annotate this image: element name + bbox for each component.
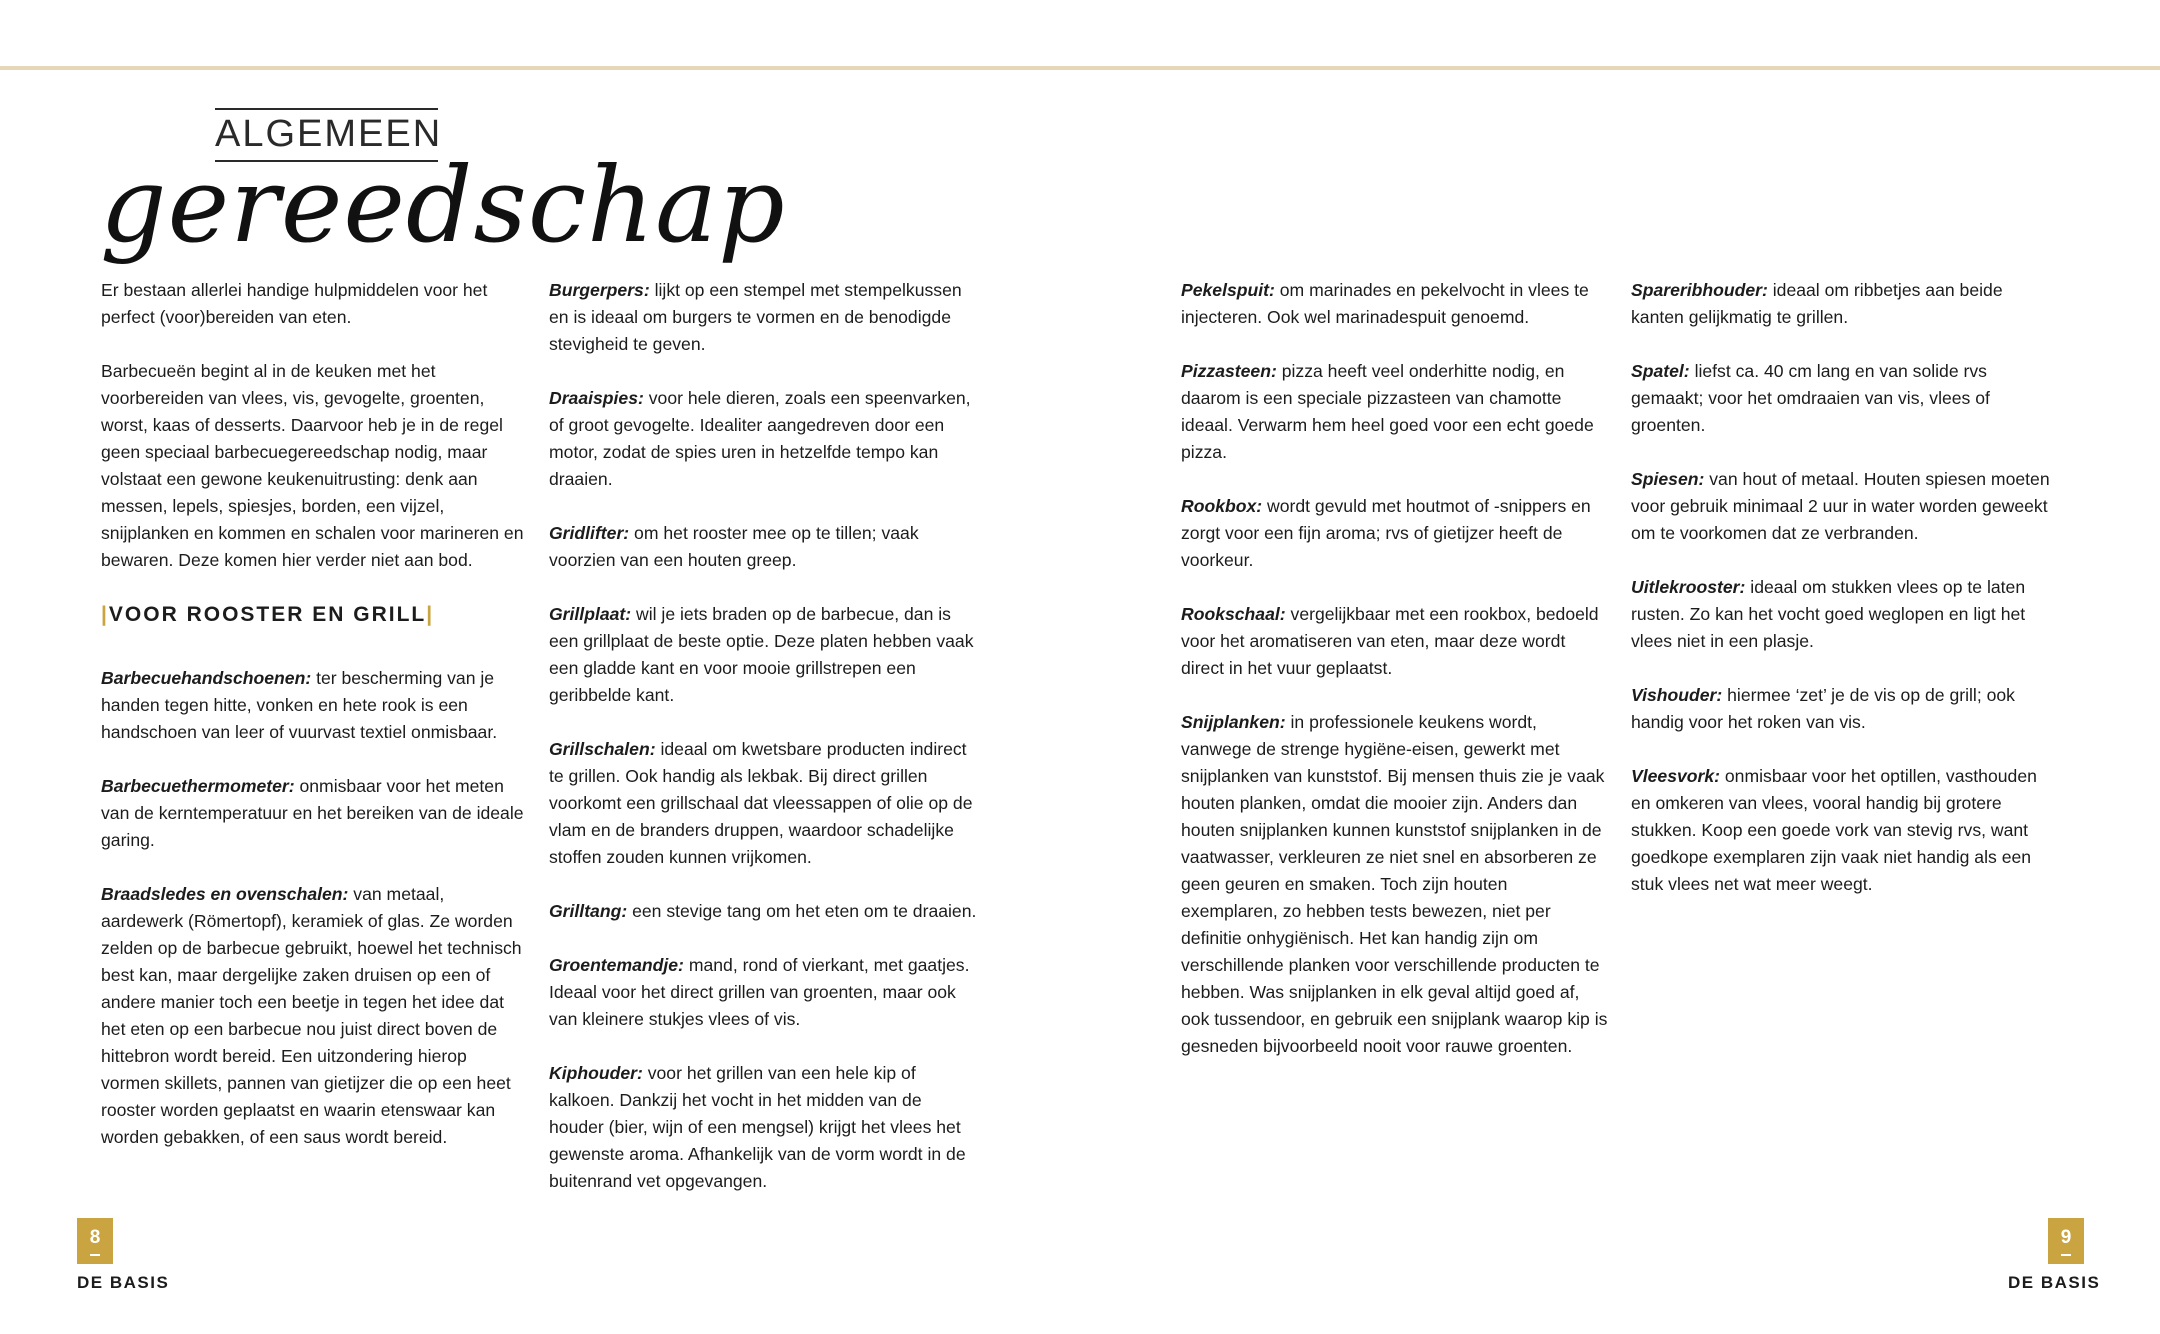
entry-term: Groentemandje:: [549, 955, 684, 975]
glossary-entry: [1181, 358, 1609, 466]
glossary-entry: [1631, 574, 2059, 655]
glossary-entry: [549, 898, 977, 925]
glossary-entry: [1631, 358, 2059, 439]
entry-term: Grilltang:: [549, 901, 628, 921]
entry-term: Uitlekrooster:: [1631, 577, 1746, 597]
entry-text: een stevige tang om het eten om te draaien.: [632, 901, 977, 921]
entry-text: voor het grillen van een hele kip of kalkoen. Dankzij het vocht in het midden van de houder (bier, wijn of een mengsel) krijgt het vlees het gewenste aroma. Afhankelijk van de vorm wordt in de buitenrand vet opgevangen.: [549, 1063, 966, 1191]
entry-text: om het rooster mee op te tillen; vaak voorzien van een houten greep.: [549, 523, 919, 570]
heading-bar-right: |: [426, 603, 435, 626]
glossary-entry: [1631, 466, 2059, 547]
entry-text: vergelijkbaar met een rookbox, bedoeld voor het aromatiseren van eten, maar deze wordt direct in het vuur geplaatst.: [1181, 604, 1599, 678]
entry-text: ter bescherming van je handen tegen hitte, vonken en hete rook is een handschoen van leer of vuurvast textiel onmisbaar.: [101, 668, 498, 742]
entry-term: Pizzasteen:: [1181, 361, 1277, 381]
right-column-1: [1181, 277, 1609, 1087]
left-column-2: [549, 277, 977, 1222]
entry-text: om marinades en pekelvocht in vlees te injecteren. Ook wel marinadespuit genoemd.: [1181, 280, 1589, 327]
glossary-entry: [1181, 709, 1609, 1060]
entry-text: in professionele keukens wordt, vanwege de strenge hygiëne-eisen, gewerkt met snijplanken van kunststof. Bij mensen thuis zie je vaak houten planken, omdat die mooier zijn. Anders dan houten snijplanken kunnen kunststof snijplanken in de vaatwasser, verkleuren ze niet snel en absorberen ze geen geuren en smaken. Toch zijn houten exemplaren, zo hebben tests bewezen, niet per definitie onhygiënisch. Het kan handig zijn om verschillende planken voor verschillende producten te hebben. Was snijplanken in elk geval altijd goed af, ook tussendoor, en gebruik een snijplank waarop kip is gesneden bijvoorbeeld nooit voor rauwe groenten.: [1181, 712, 1608, 1056]
footer-label-right: DE BASIS: [2008, 1273, 2101, 1292]
entry-text: wordt gevuld met houtmot of -snippers en zorgt voor een fijn aroma; rvs of gietijzer heeft de voorkeur.: [1181, 496, 1591, 570]
glossary-entry: [549, 1060, 977, 1195]
entry-term: Draaispies:: [549, 388, 644, 408]
glossary-entry: [1181, 493, 1609, 574]
entry-term: Spatel:: [1631, 361, 1690, 381]
intro-paragraph: Barbecueën begint al in de keuken met het voorbereiden van vlees, vis, gevogelte, groenten, worst, kaas of desserts. Daarvoor heb je in de regel geen speciaal barbecuegereedschap nodig, maar volstaat een gewone keukenuitrusting: denk aan messen, lepels, spiesjes, borden, een vijzel, snijplanken en kommen en schalen voor marineren en bewaren. Deze komen hier verder niet aan bod.: [101, 361, 524, 570]
entry-text: mand, rond of vierkant, met gaatjes. Ideaal voor het direct grillen van groenten, maar ook van kleinere stukjes vlees of vis.: [549, 955, 970, 1029]
entry-term: Rookschaal:: [1181, 604, 1286, 624]
glossary-entry: [549, 277, 977, 358]
entry-term: Snijplanken:: [1181, 712, 1286, 732]
entry-term: Gridlifter:: [549, 523, 630, 543]
intro-paragraph: Er bestaan allerlei handige hulpmiddelen voor het perfect (voor)bereiden van eten.: [101, 280, 488, 327]
glossary-entry: [1181, 277, 1609, 331]
entry-term: Barbecuethermometer:: [101, 776, 295, 796]
entry-term: Vleesvork:: [1631, 766, 1720, 786]
entry-term: Grillschalen:: [549, 739, 656, 759]
entry-text: van metaal, aardewerk (Römertopf), keramiek of glas. Ze worden zelden op de barbecue gebruikt, hoewel het technisch best kan, maar dergelijke zaken druisen op een of andere manier toch een beetje in tegen het idee dat het eten op een barbecue nou juist direct boven de hittebron wordt bereid. Een uitzondering hierop vormen skillets, pannen van gietijzer die op een heet rooster worden geplaatst en waarin etenswaar kan worden gebakken, of een saus wordt bereid.: [101, 884, 522, 1147]
entry-text: pizza heeft veel onderhitte nodig, en daarom is een speciale pizzasteen van chamotte ideaal. Verwarm hem heel goed voor een echt goede pizza.: [1181, 361, 1594, 462]
entry-text: onmisbaar voor het optillen, vasthouden en omkeren van vlees, vooral handig bij grotere stukken. Koop een goede vork van stevig rvs, want goedkope exemplaren zijn vaak niet handig als een stuk vlees net wat meer weegt.: [1631, 766, 2037, 894]
entry-text: hiermee ‘zet’ je de vis op de grill; ook handig voor het roken van vis.: [1631, 685, 2015, 732]
glossary-entry: [1631, 763, 2059, 898]
entry-text: van hout of metaal. Houten spiesen moeten voor gebruik minimaal 2 uur in water worden geweekt om te voorkomen dat ze verbranden.: [1631, 469, 2050, 543]
glossary-entry: [549, 385, 977, 493]
entry-text: lijkt op een stempel met stempelkussen en is ideaal om burgers te vormen en de benodigde stevigheid te geven.: [549, 280, 962, 354]
glossary-entry: [549, 520, 977, 574]
entry-term: Grillplaat:: [549, 604, 632, 624]
entry-text: ideaal om ribbetjes aan beide kanten gelijkmatig te grillen.: [1631, 280, 2003, 327]
entry-term: Burgerpers:: [549, 280, 650, 300]
page-title: gereedschap: [100, 144, 786, 266]
entry-text: wil je iets braden op de barbecue, dan is een grillplaat de beste optie. Deze platen hebben vaak een gladde kant en voor mooie grillstrepen een geribbelde kant.: [549, 604, 974, 705]
entry-term: Barbecuehandschoenen:: [101, 668, 312, 688]
page-number-right: 9: [2048, 1218, 2084, 1264]
entry-text: liefst ca. 40 cm lang en van solide rvs gemaakt; voor het omdraaien van vis, vlees of groenten.: [1631, 361, 1990, 435]
glossary-entry: [549, 952, 977, 1033]
section-heading-text: VOOR ROOSTER EN GRILL: [108, 603, 427, 626]
top-decorative-rule: [0, 66, 2160, 70]
glossary-entry: [101, 665, 529, 746]
entry-text: ideaal om stukken vlees op te laten rusten. Zo kan het vocht goed weglopen en ligt het vlees niet in een plasje.: [1631, 577, 2026, 651]
glossary-entry: [1631, 682, 2059, 736]
section-kicker: ALGEMEEN: [215, 108, 438, 162]
entry-text: voor hele dieren, zoals een speenvarken, of groot gevogelte. Idealiter aangedreven door een motor, zodat de spies uren in hetzelfde tempo kan draaien.: [549, 388, 971, 489]
footer-label-left: DE BASIS: [77, 1273, 170, 1292]
glossary-entry: [101, 881, 529, 1151]
entry-term: Spareribhouder:: [1631, 280, 1768, 300]
section-heading: [101, 601, 529, 629]
entry-term: Rookbox:: [1181, 496, 1263, 516]
glossary-entry: [101, 773, 529, 854]
glossary-entry: [1181, 601, 1609, 682]
entry-text: onmisbaar voor het meten van de kerntemperatuur en het bereiken van de ideale garing.: [101, 776, 524, 850]
entry-term: Kiphouder:: [549, 1063, 643, 1083]
glossary-entry: [549, 601, 977, 709]
heading-bar-left: |: [101, 603, 109, 626]
right-column-2: [1631, 277, 2059, 925]
entry-term: Spiesen:: [1631, 469, 1705, 489]
entry-term: Pekelspuit:: [1181, 280, 1275, 300]
entry-term: Vishouder:: [1631, 685, 1723, 705]
left-column-1: [101, 277, 529, 1178]
page-number-left: 8: [77, 1218, 113, 1264]
glossary-entry: [1631, 277, 2059, 331]
glossary-entry: [549, 736, 977, 871]
entry-text: ideaal om kwetsbare producten indirect te grillen. Ook handig als lekbak. Bij direct grillen voorkomt een grillschaal dat vleessappen of olie op de vlam en de branders druppen, waardoor schadelijke stoffen zouden kunnen vrijkomen.: [549, 739, 973, 867]
entry-term: Braadsledes en ovenschalen:: [101, 884, 349, 904]
